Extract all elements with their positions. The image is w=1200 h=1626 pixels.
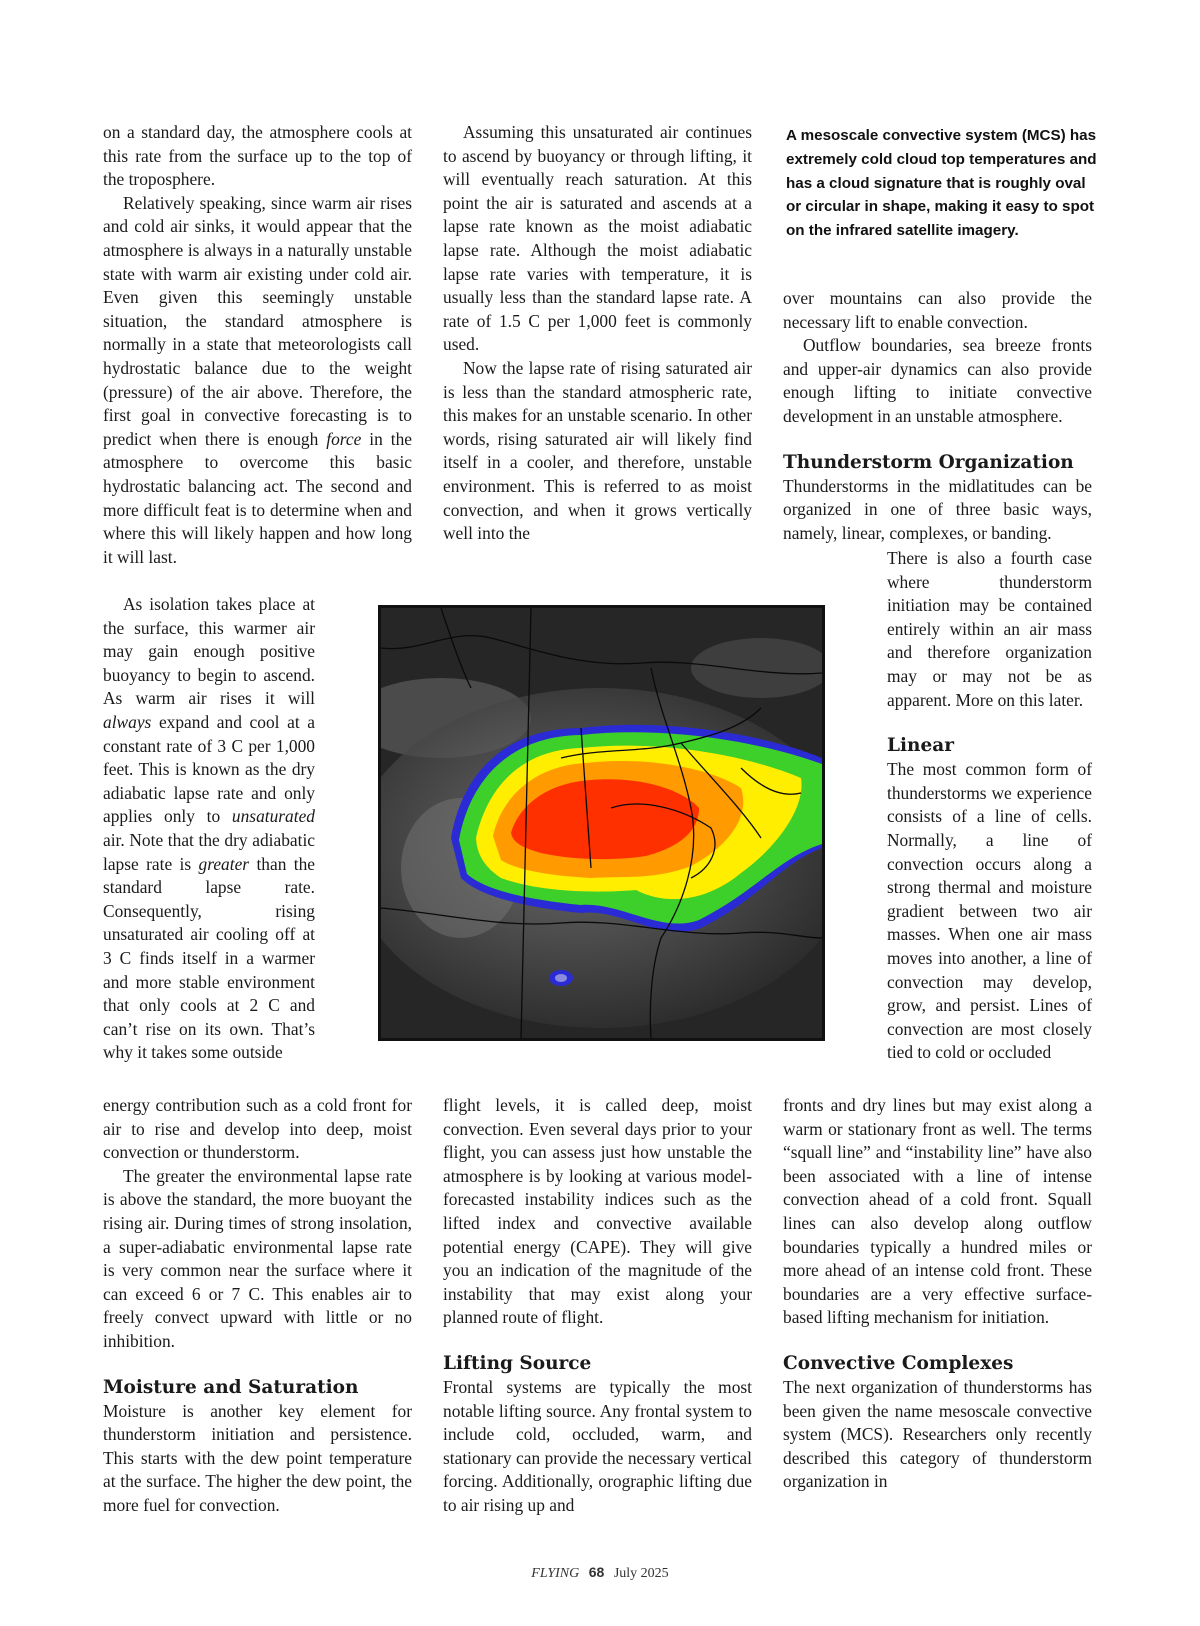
infrared-satellite-image	[378, 605, 825, 1041]
paragraph: Outflow boundaries, sea breeze fronts and upper-air dynamics can also provide enough lifting to initiate convective development in an unstable atmosphere.	[783, 335, 1092, 426]
article-column-1	[103, 121, 412, 569]
paragraph: The greater the environmental lapse rate is above the standard, the more buoyant the rising air. During times of strong insolation, a super-adiabatic environmental lapse rate is very common near the surface where it can exceed 6 or 7 C. This enables air to freely convect upward with little or no inhibition.	[103, 1165, 412, 1351]
article-column-2	[443, 121, 752, 546]
section-heading: Lifting Source	[443, 1352, 592, 1374]
issue-date: July 2025	[613, 1566, 669, 1581]
paragraph: As isolation takes place at the surface, this warmer air may gain enough positive buoyancy to begin to ascend. As warm air rises it will always expand and cool at a constant rate of 3 C per 1,000 feet. This is known as the dry adiabatic lapse rate and only applies only to unsaturated air. Note that the dry adiabatic lapse rate is greater than the standard lapse rate. Consequently, rising unsaturated air cooling off at 3 C finds itself in a warmer and more stable environment that only cools at 2 C and can’t rise on its own. That’s why it takes some outside	[103, 594, 316, 1063]
paragraph: There is also a fourth case where thunderstorm initiation may be contained entirely within an air mass and therefore organization may or may not be as apparent. More on this later.	[887, 548, 1092, 710]
paragraph: Frontal systems are typically the most notable lifting source. Any frontal system to include cold, occluded, warm, and stationary can provide the necessary vertical forcing. Additionally, orographic lifting due to air rising up and	[443, 1376, 752, 1515]
page-footer	[0, 1564, 1200, 1582]
paragraph: Moisture is another key element for thunderstorm initiation and persistence. This starts with the dew point temperature at the surface. The higher the dew point, the more fuel for convection.	[103, 1400, 412, 1515]
section-heading: Moisture and Saturation	[103, 1376, 359, 1398]
paragraph: Assuming this unsaturated air continues to ascend by buoyancy or through lifting, it will eventually reach saturation. At this point the air is saturated and ascends at a lapse rate known as the moist adiabatic lapse rate. Although the moist adiabatic lapse rate varies with temperature, it is usually less than the standard lapse rate. A rate of 1.5 C per 1,000 feet is commonly used.	[443, 122, 752, 355]
paragraph: The most common form of thunderstorms we experience consists of a line of cells. Normally, a line of convection occurs along a strong thermal and moisture gradient between two air masses. When one air mass moves into another, a line of convection may develop, grow, and persist. Lines of convection are most closely tied to cold or occluded	[887, 759, 1092, 1063]
article-column-3-lower	[783, 1094, 1092, 1494]
section-heading: Convective Complexes	[783, 1352, 1014, 1374]
paragraph: on a standard day, the atmosphere cools at this rate from the surface up to the top of the troposphere.	[103, 122, 412, 190]
paragraph: energy contribution such as a cold front for air to rise and develop into deep, moist convection or thunderstorm.	[103, 1095, 412, 1163]
paragraph: Now the lapse rate of rising saturated air is less than the standard atmospheric rate, this makes for an unstable scenario. In other words, rising saturated air will likely find itself in a cooler, and therefore, unstable environment. This is referred to as moist convection, and when it grows vertically well into the	[443, 357, 752, 544]
section-heading: Thunderstorm Organization	[783, 451, 1074, 473]
satellite-imagery-graphic	[381, 608, 822, 1038]
paragraph: Thunderstorms in the midlatitudes can be organized in one of three basic ways, namely, linear, complexes, or banding.	[783, 475, 1092, 543]
article-column-2-lower	[443, 1094, 752, 1518]
figure-caption: A mesoscale convective system (MCS) has extremely cold cloud top temperatures and has a cloud signature that is roughly oval or circular in shape, making it easy to spot on the infrared satellite imagery.	[786, 127, 1097, 240]
section-heading: Linear	[887, 735, 954, 757]
article-column-3	[783, 287, 1092, 545]
paragraph: The next organization of thunderstorms has been given the name mesoscale convective system (MCS). Researchers only recently described this category of thunderstorm organization in	[783, 1376, 1092, 1492]
magazine-name: FLYING	[531, 1566, 580, 1581]
page-number: 68	[588, 1564, 605, 1580]
paragraph: flight levels, it is called deep, moist convection. Even several days prior to your flight, you can assess just how unstable the atmosphere is by looking at various model-forecasted instability indices such as the lifted index and convective available potential energy (CAPE). They will give you an indication of the magnitude of the instability that may exist along your planned route of flight.	[443, 1095, 752, 1328]
article-column-3-wrap	[887, 547, 1092, 1065]
paragraph: over mountains can also provide the necessary lift to enable convection.	[783, 288, 1092, 332]
article-column-1-lower	[103, 1094, 412, 1518]
article-column-1-wrap	[103, 593, 315, 1065]
paragraph: Relatively speaking, since warm air rises and cold air sinks, it would appear that the atmosphere is always in a naturally unstable state with warm air existing under cold air. Even given this seemingly unstable situation, the standard atmosphere is normally in a state that meteorologists call hydrostatic balance due to the weight (pressure) of the air above. Therefore, the first goal in convective forecasting is to predict when there is enough force in the atmosphere to overcome this basic hydrostatic balancing act. The second and more difficult feat is to determine when and where this will likely happen and how long it will last.	[103, 192, 412, 567]
paragraph: fronts and dry lines but may exist along a warm or stationary front as well. The terms “squall line” and “instability line” have also been associated with a line of intense convection ahead of a cold front. Squall lines can also develop along outflow boundaries typically a hundred miles or more ahead of an intense cold front. These boundaries are a very effective surface-based lifting mechanism for initiation.	[783, 1095, 1092, 1328]
